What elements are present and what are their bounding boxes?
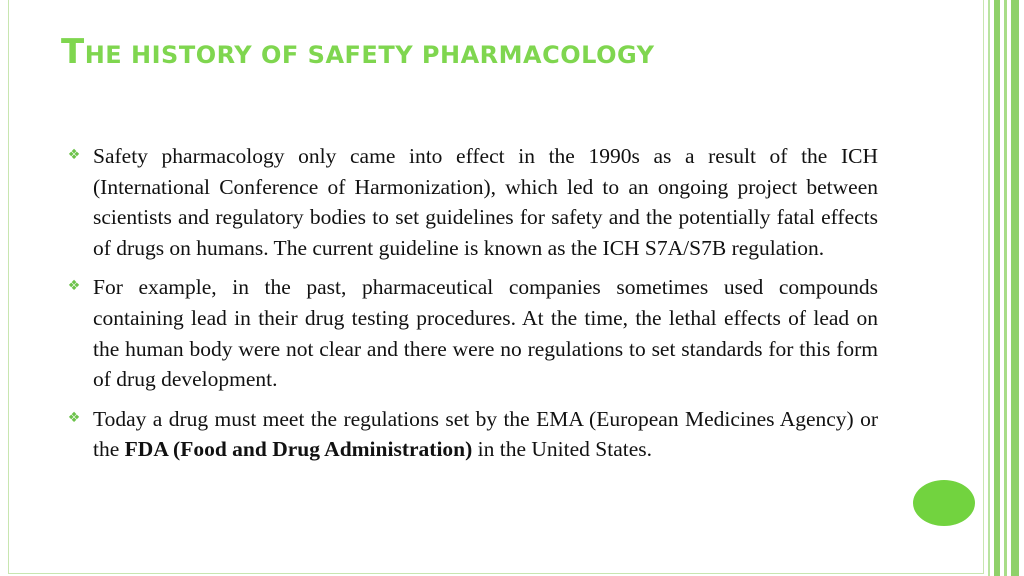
stripe (1011, 0, 1019, 576)
bullet-text (93, 404, 878, 465)
diamond-bullet-icon: ❖ (67, 147, 81, 163)
diamond-bullet-icon: ❖ (67, 278, 81, 295)
title-rest: HE HISTORY OF SAFETY PHARMACOLOGY (84, 41, 655, 69)
title-initial: T (61, 32, 85, 72)
decorative-stripes (984, 0, 1024, 576)
bullet-item (66, 272, 878, 394)
diamond-bullet-icon: ❖ (67, 409, 81, 426)
bullet-item (66, 141, 878, 263)
bullet-text-bold: FDA (Food and Drug Administration) (124, 437, 473, 462)
bullet-list (66, 141, 878, 474)
slide-title (61, 32, 655, 72)
bullet-text-part: in the United States. (472, 437, 653, 462)
decorative-circle (913, 480, 975, 526)
stripe (1004, 0, 1007, 576)
bullet-text: For example, in the past, pharmaceutical companies sometimes used compounds containing lead in their drug testing procedures. At the time, the lethal effects of lead on the human body were not clear and there were no regulations to set standards for this form of drug development. (93, 275, 878, 392)
bullet-text: Safety pharmacology only came into effect in the 1990s as a result of the ICH (International Conference of Harmonization), which led to an ongoing project between scientists and regulatory bodies to set guidelines for safety and the potentially fatal effects of drugs on humans. The current guideline is known as the ICH S7A/S7B regulation. (93, 144, 878, 260)
stripe (988, 0, 990, 576)
bullet-item (66, 404, 878, 465)
bullet-text-part: Today a drug must meet the regulations set by the EMA (European Medicines Agency) or the (93, 406, 878, 462)
stripe (994, 0, 1000, 576)
